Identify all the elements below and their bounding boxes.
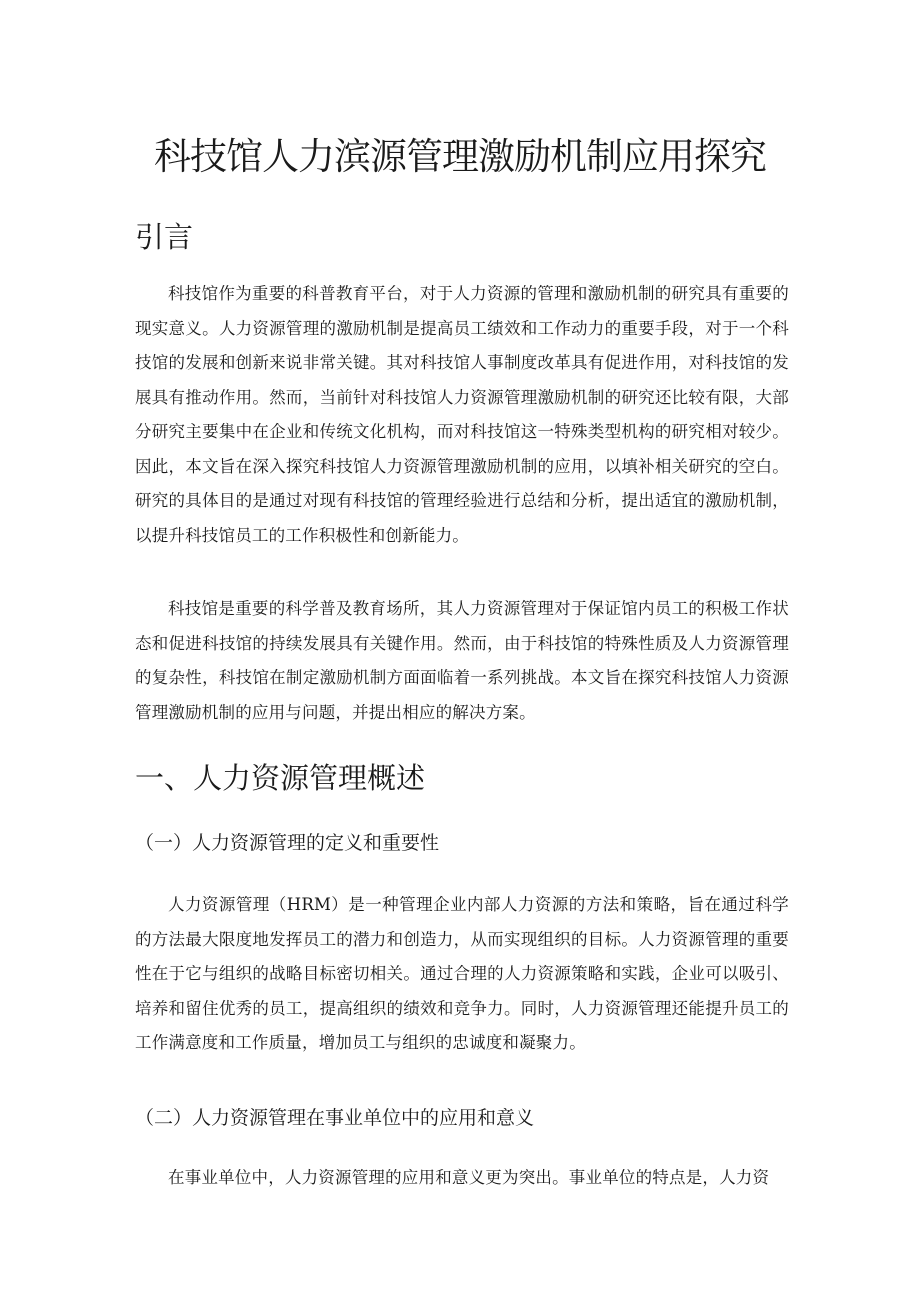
intro-paragraph-1: 科技馆作为重要的科普教育平台，对于人力资源的管理和激励机制的研究具有重要的现实意义。人力资源管理的激励机制是提高员工绩效和工作动力的重要手段，对于一个科技馆的发展和创新来说非常关键。其对科技馆人事制度改革具有促进作用，对科技馆的发展具有推动作用。然而，当前针对科技馆人力资源管理激励机制的研究还比较有限，大部分研究主要集中在企业和传统文化机构，而对科技馆这一特殊类型机构的研究相对较少。因此，本文旨在深入探究科技馆人力资源管理激励机制的应用，以填补相关研究的空白。研究的具体目的是通过对现有科技馆的管理经验进行总结和分析，提出适宜的激励机制，以提升科技馆员工的工作积极性和创新能力。 [135,284,789,545]
subsection-heading-1: （一）人力资源管理的定义和重要性 [135,832,440,854]
intro-paragraph-2: 科技馆是重要的科学普及教育场所，其人力资源管理对于保证馆内员工的积极工作状态和促进科技馆的持续发展具有关键作用。然而，由于科技馆的特殊性质及人力资源管理的复杂性，科技馆在制定激励机制方面面临着一系列挑战。本文旨在探究科技馆人力资源管理激励机制的应用与问题，并提出相应的解决方案。 [135,599,789,722]
subsection-2-paragraph: 在事业单位中，人力资源管理的应用和意义更为突出。事业单位的特点是，人力资 [168,1168,770,1187]
section-heading-intro: 引言 [135,220,194,254]
document-title: 科技馆人力滨源管理激励机制应用探究 [154,135,766,178]
subsection-1-paragraph: 人力资源管理（HRM）是一种管理企业内部人力资源的方法和策略，旨在通过科学的方法最大限度地发挥员工的潜力和创造力，从而实现组织的目标。人力资源管理的重要性在于它与组织的战略目标密切相关。通过合理的人力资源策略和实践，企业可以吸引、培养和留住优秀的员工，提高组织的绩效和竞争力。同时，人力资源管理还能提升员工的工作满意度和工作质量，增加员工与组织的忠诚度和凝聚力。 [135,895,789,1052]
section-heading-chapter1: 一、人力资源管理概述 [135,761,426,795]
subsection-heading-2: （二）人力资源管理在事业单位中的应用和意义 [135,1107,535,1129]
